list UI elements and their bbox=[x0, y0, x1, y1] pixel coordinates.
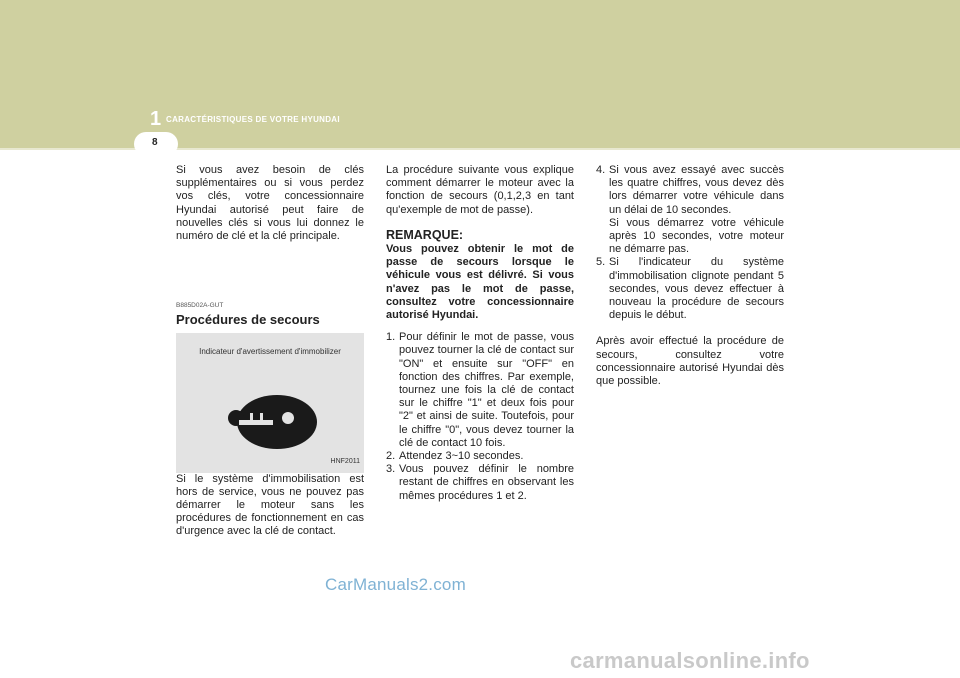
step-number: 3. bbox=[386, 463, 396, 476]
column-middle bbox=[386, 164, 574, 503]
step-text: Vous pouvez définir le nombre restant de chiffres en observant les mêmes procédures 1 et 2. bbox=[399, 463, 574, 502]
step-text: Attendez 3~10 secondes. bbox=[399, 450, 524, 463]
step-item bbox=[386, 331, 574, 450]
step-extra-text: Si vous démarrez votre véhicule après 10 secondes, votre moteur ne démarre pas. bbox=[609, 216, 784, 256]
figure-caption: Indicateur d'avertissement d'immobilizer bbox=[199, 346, 341, 356]
header-band bbox=[0, 0, 960, 148]
step-item bbox=[596, 256, 784, 322]
carmanuals-watermark[interactable]: CarManuals2.com bbox=[325, 575, 466, 594]
step-number: 1. bbox=[386, 331, 396, 344]
procedure-intro: La procédure suivante vous explique comment démarrer le moteur avec la fonction de secours (0,1,2,3 en tant qu'exemple de mot de passe). bbox=[386, 164, 574, 216]
footer-watermark[interactable]: carmanualsonline.info bbox=[570, 648, 810, 673]
step-text: Pour définir le mot de passe, vous pouvez tourner la clé de contact sur "ON" et ensuite sur "OFF" en fonction des chiffres. Par exemple, tournez une fois la clé de contact sur le chiffre "1" et deux fois pour "2" et ainsi de suite. Toutefois, pour le chiffre "0", vous devez tourner la clé de contact 10 fois. bbox=[399, 331, 574, 449]
intro-paragraph: Si vous avez besoin de clés supplémentaires ou si vous perdez vos clés, votre concessionnaire Hyundai autorisé peut faire de nouvelles clés si vous lui donnez le numéro de clé et la clé principale. bbox=[176, 164, 364, 243]
procedure-steps bbox=[386, 331, 574, 503]
chapter-number: 1 bbox=[150, 108, 162, 130]
section-heading: Procédures de secours bbox=[176, 312, 320, 328]
step-text: Si vous avez essayé avec succès les quatre chiffres, vous devez dès lors démarrer votre véhicule dans un délai de 10 secondes. bbox=[609, 164, 784, 216]
step-text: Si l'indicateur du système d'immobilisation clignote pendant 5 secondes, vous devez effectuer à nouveau la procédure de secours depuis le début. bbox=[609, 256, 784, 322]
step-number: 2. bbox=[386, 450, 396, 463]
step-number: 4. bbox=[596, 164, 606, 176]
note-body: Vous pouvez obtenir le mot de passe de secours lorsque le véhicule vous est délivré. Si vous n'avez pas le mot de passe, consultez votre concessionnaire autorisé Hyundai. bbox=[386, 243, 574, 322]
immobilizer-key-icon bbox=[176, 333, 364, 473]
figure-reference: HNF2011 bbox=[330, 458, 360, 466]
closing-paragraph: Après avoir effectué la procédure de secours, consultez votre concessionnaire autorisé Hyundai dès que possible. bbox=[596, 335, 784, 388]
step-number: 5. bbox=[596, 256, 606, 269]
immobilizer-figure bbox=[176, 333, 364, 473]
column-left bbox=[176, 164, 364, 539]
chapter-title: CARACTÉRISTIQUES DE VOTRE HYUNDAI bbox=[166, 115, 340, 124]
note-title: REMARQUE: bbox=[386, 227, 464, 242]
column-right bbox=[596, 164, 784, 388]
fallback-paragraph: Si le système d'immobilisation est hors de service, vous ne pouvez pas démarrer le moteur sans les procédures de fonctionnement en cas d'urgence avec la clé de contact. bbox=[176, 472, 364, 538]
step-item bbox=[386, 450, 574, 463]
step-item bbox=[596, 164, 784, 256]
step-item bbox=[386, 463, 574, 503]
page-number: 8 bbox=[152, 137, 158, 148]
section-code: B885D02A-GUT bbox=[176, 302, 224, 310]
procedure-steps-continued bbox=[596, 164, 784, 322]
